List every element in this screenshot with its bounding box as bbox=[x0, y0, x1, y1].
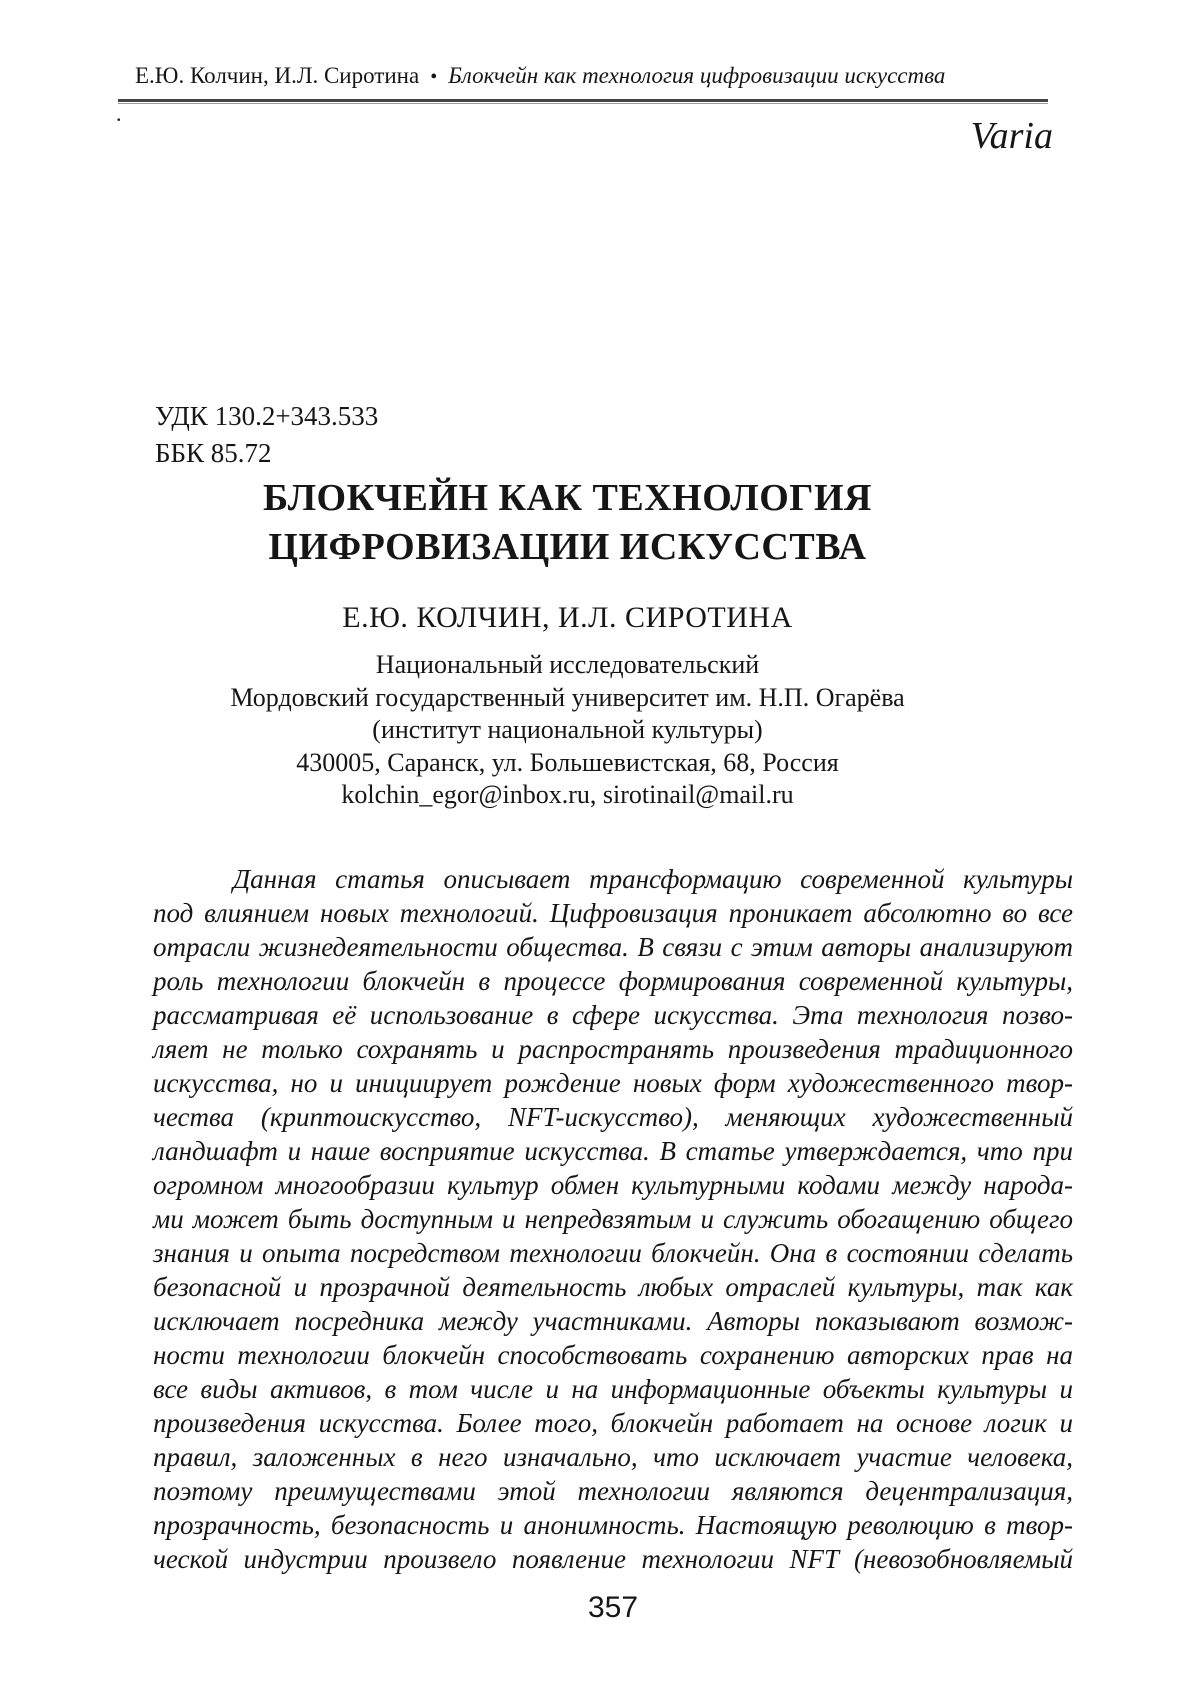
abstract-line: прозрачность, безопасность и анонимность. Настоящую революцию в твор- bbox=[153, 1510, 1073, 1540]
header-rule bbox=[118, 99, 1048, 104]
abstract-line: ландшафт и наше восприятие искусства. В статье утверждается, что при bbox=[153, 1136, 1073, 1166]
abstract-line: ми может быть доступным и непредвзятым и служить обогащению общего bbox=[153, 1204, 1073, 1234]
abstract-line: ческой индустрии произвело появление технологии NFT (невозобновляемый bbox=[153, 1544, 1073, 1574]
abstract-line: все виды активов, в том числе и на информационные объекты культуры и bbox=[153, 1374, 1073, 1404]
abstract-line: искусства, но и инициирует рождение новых форм художественного твор- bbox=[153, 1068, 1073, 1098]
abstract-line: отрасли жизнедеятельности общества. В связи с этим авторы анализируют bbox=[153, 932, 1073, 962]
running-head bbox=[135, 63, 1075, 89]
abstract-line: под влиянием новых технологий. Цифровизация проникает абсолютно во все bbox=[153, 898, 1073, 928]
affiliation-line: kolchin_egor@inbox.ru, sirotinail@mail.ru bbox=[341, 780, 794, 809]
abstract-line: роль технологии блокчейн в процессе формирования современной культуры, bbox=[153, 966, 1073, 996]
abstract-block bbox=[153, 862, 1073, 1576]
bbk-code: ББК 85.72 bbox=[155, 438, 272, 468]
bullet-separator-icon: • bbox=[430, 66, 438, 88]
abstract-line: чества (криптоискусство, NFT-искусство), меняющих художественный bbox=[153, 1102, 1073, 1132]
classification-codes bbox=[155, 398, 378, 472]
abstract-line: знания и опыта посредством технологии блокчейн. Она в состоянии сделать bbox=[153, 1238, 1073, 1268]
affiliation-line: 430005, Саранск, ул. Большевистская, 68, Россия bbox=[296, 747, 839, 777]
article-title bbox=[135, 474, 1000, 572]
abstract-line: ляет не только сохранять и распространять произведения традиционного bbox=[153, 1034, 1073, 1064]
affiliation-line: (институт национальной культуры) bbox=[372, 715, 763, 744]
abstract-line: правил, заложенных в него изначально, что исключает участие человека, bbox=[153, 1442, 1073, 1472]
abstract-line: рассматривая её использование в сфере искусства. Эта технология позво- bbox=[153, 1000, 1073, 1030]
abstract-line: огромном многообразии культур обмен культурными кодами между народа- bbox=[153, 1170, 1073, 1200]
running-head-title: Блокчейн как технология цифровизации искусства bbox=[448, 63, 946, 88]
abstract-line: Данная статья описывает трансформацию современной культуры bbox=[233, 864, 1073, 894]
section-label: Varia bbox=[970, 115, 1053, 157]
authors-line: Е.Ю. КОЛЧИН, И.Л. СИРОТИНА bbox=[342, 601, 793, 634]
margin-dot-mark: . bbox=[116, 101, 122, 126]
abstract-line: произведения искусства. Более того, блокчейн работает на основе логик и bbox=[153, 1408, 1073, 1438]
abstract-line: безопасной и прозрачной деятельность любых отраслей культуры, так как bbox=[153, 1272, 1073, 1302]
article-title-line1: БЛОКЧЕЙН КАК ТЕХНОЛОГИЯ bbox=[263, 477, 872, 519]
udc-code: УДК 130.2+343.533 bbox=[155, 401, 379, 431]
article-title-line2: ЦИФРОВИЗАЦИИ ИСКУССТВА bbox=[268, 526, 867, 568]
abstract-line: исключает посредника между участниками. Авторы показывают возмож- bbox=[153, 1306, 1073, 1336]
abstract-line: поэтому преимуществами этой технологии являются децентрализация, bbox=[153, 1476, 1073, 1506]
affiliation-block bbox=[135, 649, 1000, 812]
affiliation-line: Мордовский государственный университет им. Н.П. Огарёва bbox=[230, 682, 905, 712]
abstract-line: ности технологии блокчейн способствовать сохранению авторских прав на bbox=[153, 1340, 1073, 1370]
page-number: 357 bbox=[587, 1591, 639, 1624]
running-head-authors: Е.Ю. Колчин, И.Л. Сиротина bbox=[135, 63, 420, 88]
affiliation-line: Национальный исследовательский bbox=[375, 650, 760, 679]
